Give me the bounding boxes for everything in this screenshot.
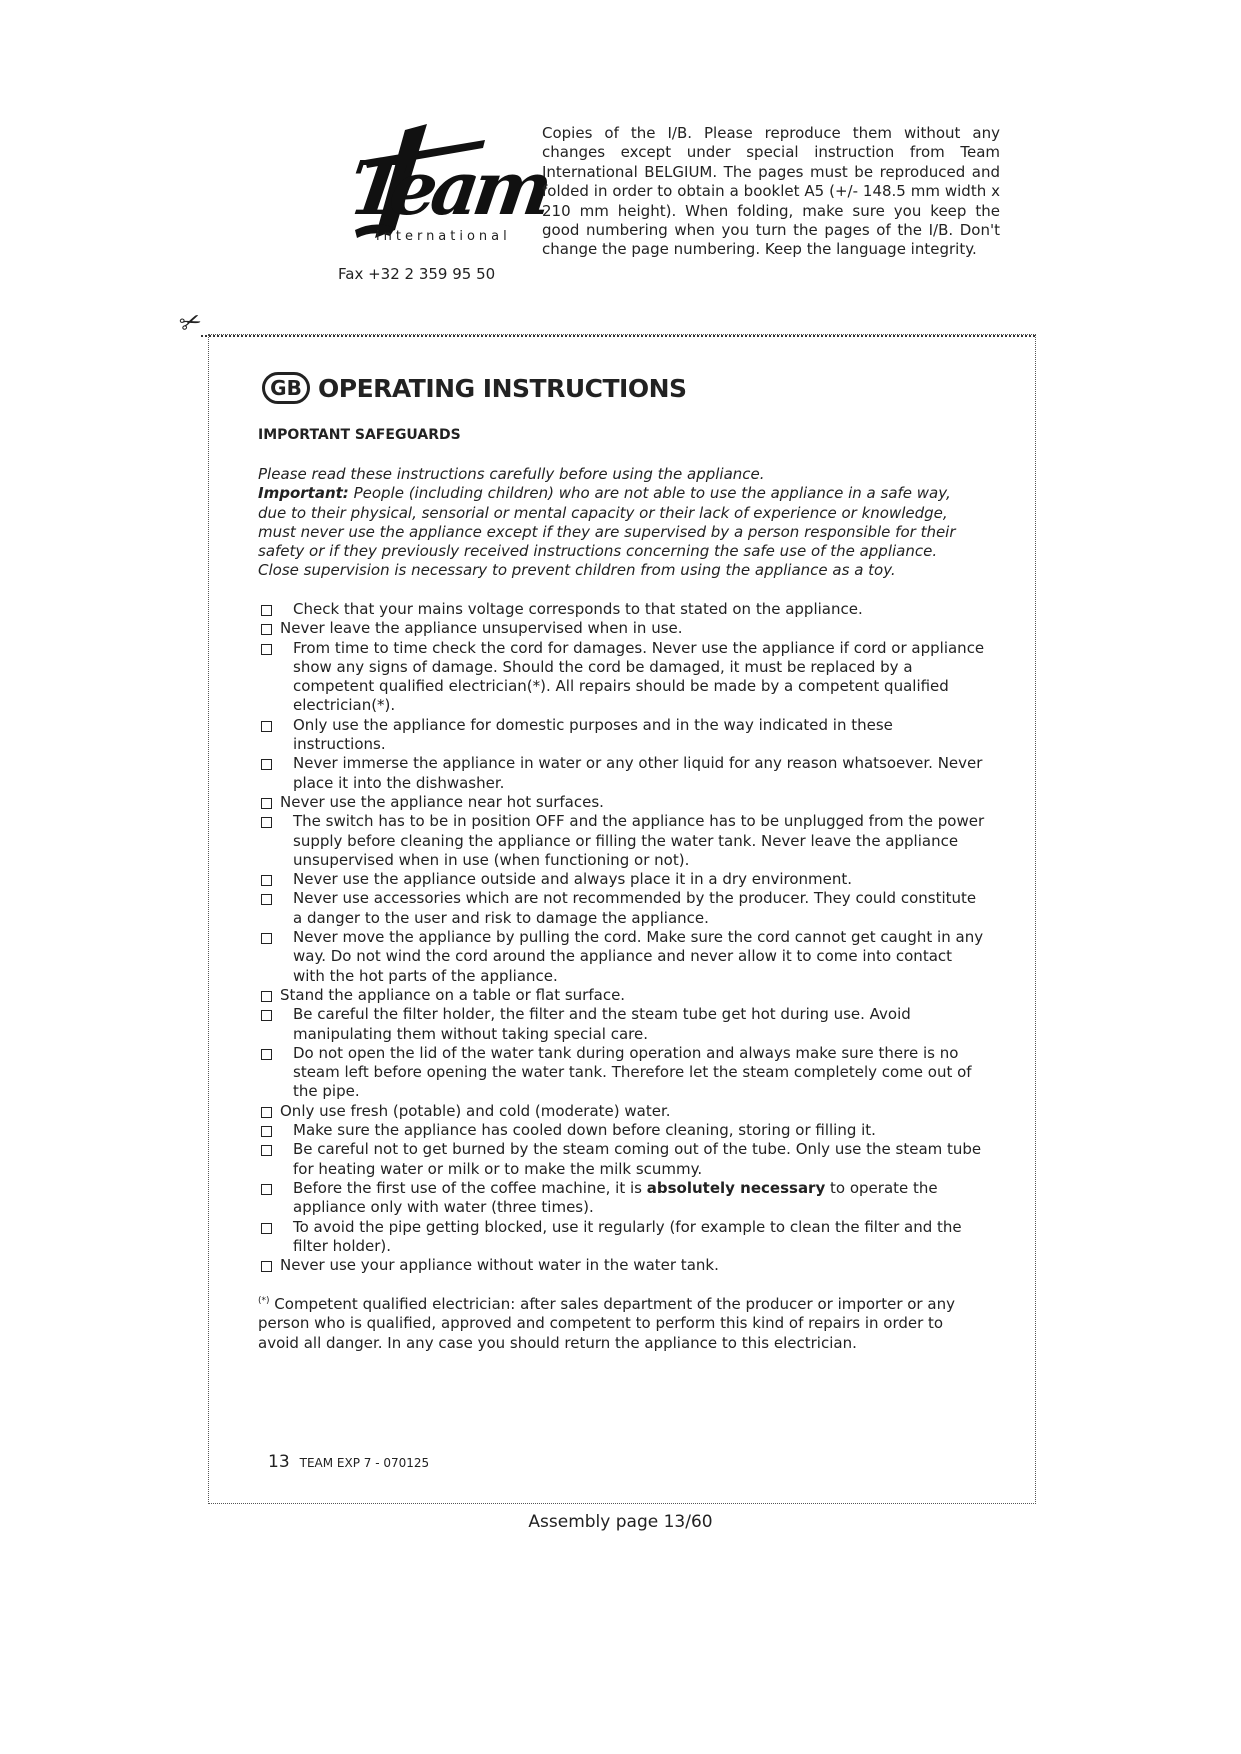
intro-line: Please read these instructions carefully before using the appliance. xyxy=(258,465,765,483)
page-heading xyxy=(262,372,687,404)
checkbox-icon xyxy=(261,1126,272,1137)
checkbox-icon xyxy=(261,644,272,655)
scissors-icon: ✂ xyxy=(175,305,207,341)
emphasis: absolutely necessary xyxy=(646,1178,826,1197)
checkbox-icon xyxy=(261,605,272,616)
fax-number: Fax +32 2 359 95 50 xyxy=(338,265,496,283)
checkbox-icon xyxy=(261,933,272,944)
list-item: Never use your appliance without water in the water tank. xyxy=(258,1256,988,1275)
cut-line xyxy=(201,335,1035,337)
checkbox-icon xyxy=(261,1184,272,1195)
intro-paragraph xyxy=(258,465,978,581)
checkbox-icon xyxy=(261,798,272,809)
list-item: Never immerse the appliance in water or any other liquid for any reason whatsoever. Never place it into the dishwasher. xyxy=(258,754,988,793)
list-item: Before the first use of the coffee machine, it is absolutely necessary to operate the appliance only with water (three times). xyxy=(258,1179,988,1218)
important-label: Important: xyxy=(258,484,349,503)
list-item: Never leave the appliance unsupervised when in use. xyxy=(258,619,988,638)
checkbox-icon xyxy=(261,759,272,770)
footnote-mark: (*) xyxy=(258,1296,270,1306)
list-item: To avoid the pipe getting blocked, use it regularly (for example to clean the filter and the filter holder). xyxy=(258,1218,988,1257)
checkbox-icon xyxy=(261,817,272,828)
list-item: From time to time check the cord for damages. Never use the appliance if cord or appliance show any signs of damage. Should the cord be damaged, it must be replaced by a competent qualified electrician(*). All repairs should be made by a competent qualified electrician(*). xyxy=(258,639,988,716)
checkbox-icon xyxy=(261,1145,272,1156)
intro-important xyxy=(258,484,978,580)
footnote-text: Competent qualified electrician: after sales department of the producer or importer or any person who is qualified, approved and competent to perform this kind of repairs in order to avoid all danger. In any case you should return the appliance to this electrician. xyxy=(258,1295,955,1352)
checkbox-icon xyxy=(261,1049,272,1060)
important-text: People (including children) who are not able to use the appliance in a safe way, due to their physical, sensorial or mental capacity or their lack of experience or knowledge, must never use the appliance except if they are supervised by a person responsible for their safety or if they previously received instructions concerning the safe use of the appliance. Close supervision is necessary to prevent children from using the appliance as a toy. xyxy=(258,484,956,580)
checkbox-icon xyxy=(261,875,272,886)
section-subtitle: IMPORTANT SAFEGUARDS xyxy=(258,427,461,443)
list-item: Only use fresh (potable) and cold (moderate) water. xyxy=(258,1102,988,1121)
reproduction-note: Copies of the I/B. Please reproduce them without any changes except under special instruction from Team International BELGIUM. The pages must be reproduced and folded in order to obtain a booklet A5 (+/- 148.5 mm width x 210 mm height). When folding, make sure you keep the good numbering when you turn the pages of the I/B. Don't change the page numbering. Keep the language integrity. xyxy=(542,124,1000,259)
checkbox-icon xyxy=(261,721,272,732)
list-item: Be careful not to get burned by the steam coming out of the tube. Only use the steam tube for heating water or milk or to make the milk scummy. xyxy=(258,1140,988,1179)
checkbox-icon xyxy=(261,991,272,1002)
list-item: Make sure the appliance has cooled down before cleaning, storing or filling it. xyxy=(258,1121,988,1140)
list-item: Check that your mains voltage corresponds to that stated on the appliance. xyxy=(258,600,988,619)
logo-word: Team xyxy=(343,146,552,232)
checkbox-icon xyxy=(261,1261,272,1272)
checkbox-icon xyxy=(261,1107,272,1118)
checkbox-icon xyxy=(261,1223,272,1234)
checkbox-icon xyxy=(261,894,272,905)
document-code: TEAM EXP 7 - 070125 xyxy=(299,1456,430,1470)
assembly-page-label: Assembly page 13/60 xyxy=(528,1512,713,1532)
page-number: 13 xyxy=(268,1452,290,1472)
list-item: Never use accessories which are not recommended by the producer. They could constitute a danger to the user and risk to damage the appliance. xyxy=(258,889,988,928)
list-item: Do not open the lid of the water tank during operation and always make sure there is no steam left before opening the water tank. Therefore let the steam completely come out of the pipe. xyxy=(258,1044,988,1102)
list-item: Never use the appliance near hot surfaces. xyxy=(258,793,988,812)
logo-subtitle: international xyxy=(376,229,511,244)
page-footer xyxy=(268,1452,429,1472)
list-item: Never use the appliance outside and always place it in a dry environment. xyxy=(258,870,988,889)
page-title: OPERATING INSTRUCTIONS xyxy=(318,373,687,403)
list-item: The switch has to be in position OFF and the appliance has to be unplugged from the power supply before cleaning the appliance or filling the water tank. Never leave the appliance unsupervised when in use (when functioning or not). xyxy=(258,812,988,870)
footnote xyxy=(258,1292,978,1353)
checkbox-icon xyxy=(261,624,272,635)
checkbox-icon xyxy=(261,1010,272,1021)
list-item: Stand the appliance on a table or flat surface. xyxy=(258,986,988,1005)
list-item: Be careful the filter holder, the filter and the steam tube get hot during use. Avoid manipulating them without taking special care. xyxy=(258,1005,988,1044)
list-item: Only use the appliance for domestic purposes and in the way indicated in these instructions. xyxy=(258,716,988,755)
language-badge: GB xyxy=(262,372,310,404)
safeguards-list xyxy=(258,600,988,1275)
list-item: Never move the appliance by pulling the cord. Make sure the cord cannot get caught in any way. Do not wind the cord around the appliance and never allow it to come into contact with the hot parts of the appliance. xyxy=(258,928,988,986)
